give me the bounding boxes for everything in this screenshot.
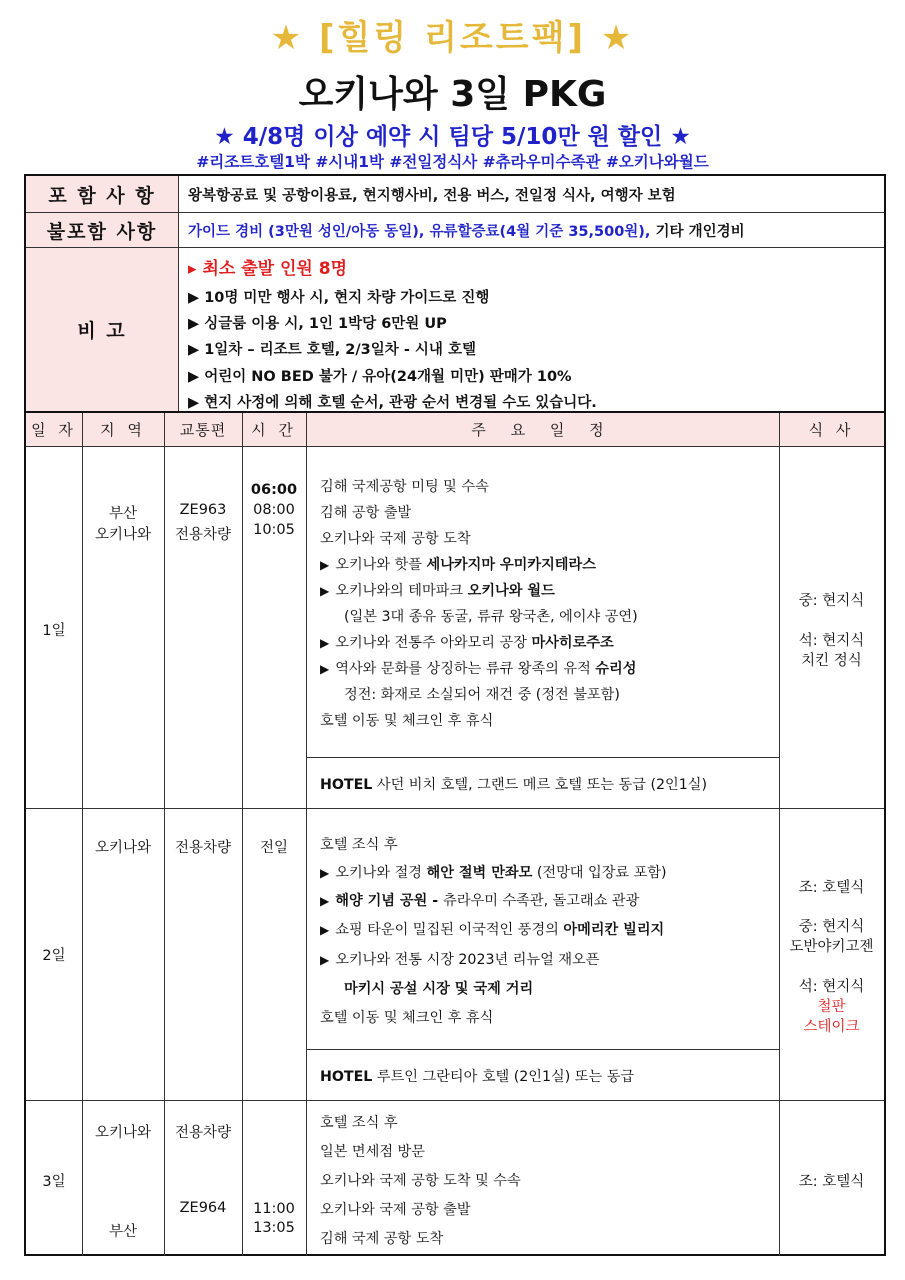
day1-meal-3: 치킨 정식 [801, 653, 862, 669]
note-2: ▶ 싱글룸 이용 시, 1인 1박당 6만원 UP [188, 316, 447, 332]
min-people-note: ▸ 최소 출발 인원 8명 [188, 259, 347, 279]
day3-label: 3일 [42, 1174, 66, 1190]
itinerary-table [24, 174, 886, 1256]
day2-bullet-4: ▶ 오키나와 전통 시장 2023년 리뉴얼 재오픈 [320, 952, 600, 968]
day3-line-2: 일본 면세점 방문 [320, 1144, 425, 1160]
day2-region: 오키나와 [94, 840, 152, 856]
excluded-label: 불포함 사항 [26, 213, 178, 247]
excluded-text-rest: 기타 개인경비 [650, 224, 745, 240]
col-region: 지 역 [100, 421, 146, 439]
day1-line-2: 김해 공항 출발 [320, 505, 412, 521]
day1-region-2: 오키나와 [94, 527, 152, 543]
day2-bullet-2: ▶ 해양 기념 공원 - 츄라우미 수족관, 돌고래쇼 관광 [320, 893, 640, 909]
day3-line-3: 오키나와 국제 공항 도착 및 수속 [320, 1173, 521, 1189]
note-1: ▶ 10명 미만 행사 시, 현지 차량 가이드로 진행 [188, 290, 490, 306]
day1-time-3: 10:05 [253, 522, 295, 538]
day3-time-2: 13:05 [253, 1220, 295, 1236]
day2-meal-2: 중: 현지식 [798, 919, 865, 935]
day1-meal-2: 석: 현지식 [798, 633, 865, 649]
day1-flight: ZE963 [179, 502, 227, 518]
day1-time-2: 08:00 [253, 502, 295, 518]
excluded-text-blue: 가이드 경비 (3만원 성인/아동 동일), 유류할증료(4월 기준 35,500원), [188, 224, 651, 240]
day2-meal-3: 도반야키고젠 [789, 939, 874, 955]
day1-hotel: HOTEL 사던 비치 호텔, 그랜드 메르 호텔 또는 동급 (2인1실) [320, 777, 707, 793]
package-name: 오키나와 3일 PKG [298, 74, 607, 115]
day2-vehicle: 전용차량 [174, 840, 232, 856]
day1-label: 1일 [42, 623, 66, 639]
included-label: 포 함 사 항 [26, 176, 178, 212]
day2-line-1: 호텔 조식 후 [320, 837, 398, 853]
day3-line-1: 호텔 조식 후 [320, 1115, 398, 1131]
day1-last-line: 호텔 이동 및 체크인 후 휴식 [320, 713, 494, 729]
col-meal: 식 사 [808, 421, 855, 439]
day3-vehicle: 전용차량 [174, 1125, 232, 1141]
day3-region-2: 부산 [108, 1224, 137, 1240]
day2-time: 전일 [259, 840, 288, 856]
day1-bullet-4: ▶ 역사와 문화를 상징하는 류큐 왕족의 유적 슈리성 [320, 661, 637, 677]
day1-line-1: 김해 국제공항 미팅 및 수속 [320, 479, 489, 495]
day3-region-1: 오키나와 [94, 1125, 152, 1141]
day1-bullet-1: ▶ 오키나와 핫플 세나카지마 우미카지테라스 [320, 557, 596, 573]
col-day: 일 자 [31, 421, 77, 439]
day3-line-4: 오키나와 국제 공항 출발 [320, 1202, 471, 1218]
discount-banner: ★ 4/8명 이상 예약 시 팀당 5/10만 원 할인 ★ [214, 124, 691, 150]
day2-meal-5: 철판 [817, 999, 846, 1015]
day2-bullet-1: ▶ 오키나와 절경 해안 절벽 만좌모 (전망대 입장료 포함) [320, 865, 667, 881]
day2-meal-4: 석: 현지식 [798, 979, 865, 995]
day1-meal-1: 중: 현지식 [798, 593, 865, 609]
day2-market: 마키시 공설 시장 및 국제 거리 [344, 981, 534, 997]
col-transport: 교통편 [179, 421, 227, 439]
day3-meal-1: 조: 호텔식 [798, 1174, 865, 1190]
day2-meal-1: 조: 호텔식 [798, 880, 865, 896]
notes-label: 비 고 [26, 248, 178, 411]
day1-vehicle: 전용차량 [174, 527, 232, 543]
col-schedule: 주 요 일 정 [471, 421, 614, 439]
day3-flight: ZE964 [179, 1200, 227, 1216]
day2-hotel: HOTEL 루트인 그란티아 호텔 (2인1실) 또는 동급 [320, 1069, 635, 1085]
included-text: 왕복항공료 및 공항이용료, 현지행사비, 전용 버스, 전일정 식사, 여행자 보험 [188, 188, 676, 204]
excluded-text [188, 220, 878, 241]
page-title: ★ [힐링 리조트팩] ★ [270, 18, 635, 58]
day1-line-3: 오키나와 국제 공항 도착 [320, 531, 471, 547]
day1-sub-shuri: 정전: 화재로 소실되어 재건 중 (정전 불포함) [344, 687, 620, 703]
day1-region-1: 부산 [108, 506, 137, 522]
day1-bullet-3: ▶ 오키나와 전통주 아와모리 공장 마사히로주조 [320, 635, 614, 651]
note-4: ▶ 어린이 NO BED 불가 / 유아(24개월 미만) 판매가 10% [188, 369, 572, 385]
day2-meal-6: 스테이크 [803, 1019, 860, 1035]
day3-line-5: 김해 국제 공항 도착 [320, 1231, 444, 1247]
hashtags: #리조트호텔1박 #시내1박 #전일정식사 #츄라우미수족관 #오키나와월드 [196, 153, 709, 171]
note-3: ▶ 1일차 – 리조트 호텔, 2/3일차 - 시내 호텔 [188, 342, 476, 358]
day1-sub-world: (일본 3대 종유 동굴, 류큐 왕국촌, 에이샤 공연) [344, 609, 638, 625]
col-time: 시 간 [251, 421, 297, 439]
day2-bullet-3: ▶ 쇼핑 타운이 밀집된 이국적인 풍경의 아메리칸 빌리지 [320, 922, 665, 938]
day1-time-1: 06:00 [250, 482, 298, 498]
day1-bullet-2: ▶ 오키나와의 테마파크 오키나와 월드 [320, 583, 555, 599]
day3-time-1: 11:00 [253, 1201, 295, 1217]
day2-label: 2일 [42, 948, 66, 964]
note-5: ▶ 현지 사정에 의해 호텔 순서, 관광 순서 변경될 수도 있습니다. [188, 395, 597, 411]
day2-last-line: 호텔 이동 및 체크인 후 휴식 [320, 1010, 494, 1026]
